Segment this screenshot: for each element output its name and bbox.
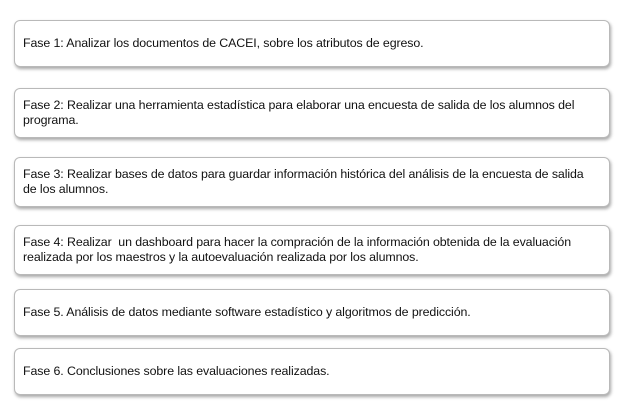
phase-box-6 [14,348,610,395]
phase-box-4 [14,225,610,275]
phase-box-5 [14,289,610,336]
phase-6-text: Fase 6. Conclusiones sobre las evaluaciones realizadas. [23,364,330,378]
phase-4-text: Fase 4: Realizar un dashboard para hacer la compración de la información obtenida de la evaluación realizada por los maestros y la autoevaluación realizada por los alumnos. [23,235,575,264]
phase-box-1 [14,20,610,67]
phase-2-text: Fase 2: Realizar una herramienta estadística para elaborar una encuesta de salida de los alumnos del programa. [23,98,578,127]
phase-box-3 [14,157,610,207]
phase-5-text: Fase 5. Análisis de datos mediante software estadístico y algoritmos de predicción. [23,305,471,319]
phase-1-text: Fase 1: Analizar los documentos de CACEI, sobre los atributos de egreso. [23,36,424,50]
phase-3-text: Fase 3: Realizar bases de datos para guardar información histórica del análisis de la encuesta de salida de los alumnos. [23,167,587,196]
phase-box-2 [14,88,610,138]
